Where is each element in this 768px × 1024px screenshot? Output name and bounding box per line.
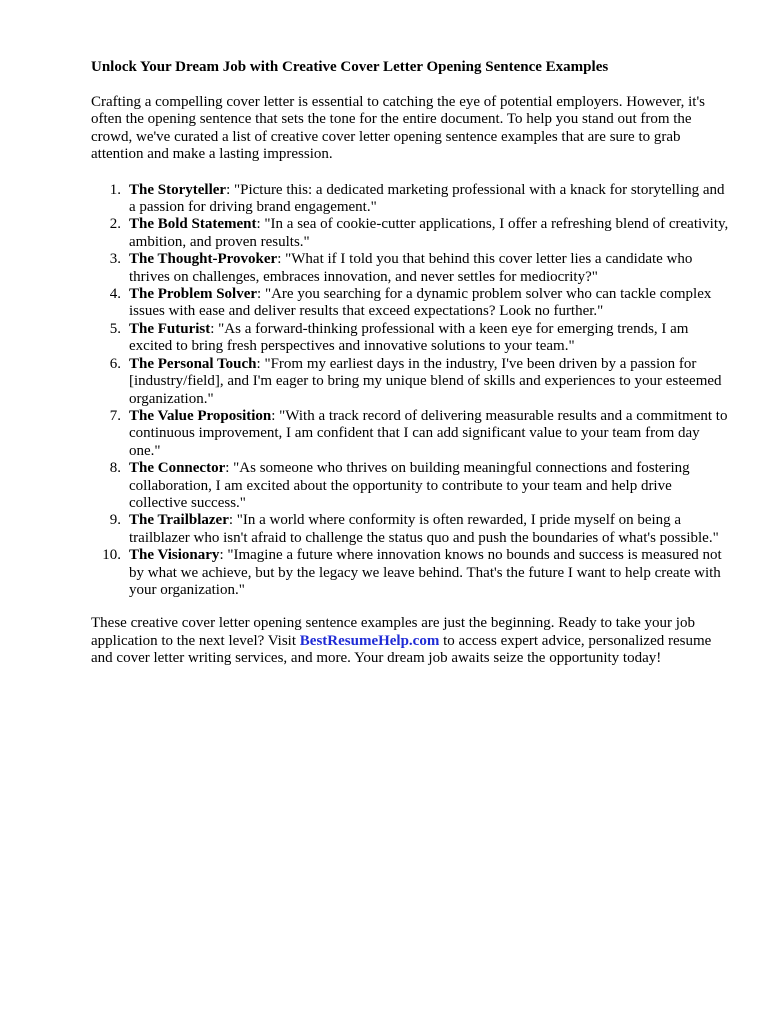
list-item-number: 3. — [109, 251, 121, 268]
list-item-name: The Futurist — [129, 320, 211, 337]
list-item — [91, 286, 731, 321]
list-item-text: : "Picture this: a dedicated marketing professional with a knack for storytelling and a passion for driving brand engagement." — [129, 181, 725, 216]
closing-text-after-link: to access expert advice, personalized resume and cover letter writing services, and more. Your dream job awaits seize the opportunity today! — [91, 632, 712, 667]
list-item — [91, 216, 731, 251]
intro-paragraph: Crafting a compelling cover letter is essential to catching the eye of potential employers. However, it's often the opening sentence that sets the tone for the entire document. To help you stand out from the crowd, we've curated a list of creative cover letter opening sentence examples that are sure to grab attention and make a lasting impression. — [91, 94, 705, 163]
list-item-text: : "In a sea of cookie-cutter applications, I offer a refreshing blend of creativity, ambition, and proven results." — [129, 216, 729, 250]
list-item-text: : "In a world where conformity is often rewarded, I pride myself on being a trailblazer who isn't afraid to challenge the status quo and push the boundaries of what's possible." — [129, 512, 719, 546]
list-item-name: The Connector — [129, 460, 226, 477]
list-item-name: The Personal Touch — [129, 355, 257, 372]
list-item-text: : "From my earliest days in the industry, I've been driven by a passion for [industry/field], and I'm eager to bring my unique blend of skills and experiences to your esteemed organization." — [129, 355, 722, 407]
list-item-number: 5. — [109, 320, 121, 337]
list-item-name: The Bold Statement — [129, 216, 257, 233]
list-item-number: 6. — [109, 355, 121, 372]
closing-paragraph — [91, 615, 731, 667]
list-item — [91, 512, 731, 547]
list-item-text: : "With a track record of delivering measurable results and a commitment to continuous improvement, I am confident that I can add significant value to your team from day one." — [129, 407, 728, 459]
list-item-text: : "What if I told you that behind this cover letter lies a candidate who thrives on challenges, embraces innovation, and never settles for mediocrity?" — [129, 251, 693, 285]
list-item — [91, 460, 731, 512]
list-item-number: 1. — [109, 181, 121, 198]
list-item-text: : "As someone who thrives on building meaningful connections and fostering collaboration, I am excited about the opportunity to contribute to your team and help drive collective success." — [129, 460, 690, 511]
list-item — [91, 356, 731, 408]
list-item-number: 4. — [109, 286, 121, 303]
list-item — [91, 547, 731, 599]
list-item — [91, 321, 731, 356]
list-item-name: The Thought-Provoker — [129, 251, 278, 268]
closing-text-before-link: These creative cover letter opening sentence examples are just the beginning. Ready to take your job application to the next level? Visit — [91, 615, 695, 649]
examples-list — [91, 182, 731, 600]
list-item-number: 7. — [109, 407, 121, 424]
list-item-name: The Value Proposition — [129, 407, 272, 424]
list-item-text: : "Imagine a future where innovation knows no bounds and success is measured not by what we achieve, but by the legacy we leave behind. That's the future I want to help create with your organization." — [129, 547, 722, 598]
list-item — [91, 251, 731, 286]
list-item — [91, 408, 731, 460]
list-item-number: 9. — [109, 512, 121, 529]
list-item — [91, 182, 731, 217]
best-resume-help-link[interactable]: BestResumeHelp.com — [299, 632, 440, 649]
list-item-number: 2. — [109, 216, 121, 233]
list-item-name: The Storyteller — [129, 181, 227, 198]
list-item-name: The Visionary — [129, 547, 220, 564]
document-title: Unlock Your Dream Job with Creative Cover Letter Opening Sentence Examples — [91, 59, 609, 75]
list-item-name: The Problem Solver — [129, 286, 258, 303]
list-item-number: 8. — [109, 460, 121, 477]
list-item-text: : "Are you searching for a dynamic problem solver who can tackle complex issues with ease and deliver results that exceed expectations? Look no further." — [129, 286, 712, 320]
list-item-number: 10. — [102, 547, 121, 564]
list-item-text: : "As a forward-thinking professional with a keen eye for emerging trends, I am excited to bring fresh perspectives and innovative solutions to your team." — [129, 320, 689, 355]
list-item-name: The Trailblazer — [129, 512, 229, 529]
document-page — [91, 58, 731, 668]
